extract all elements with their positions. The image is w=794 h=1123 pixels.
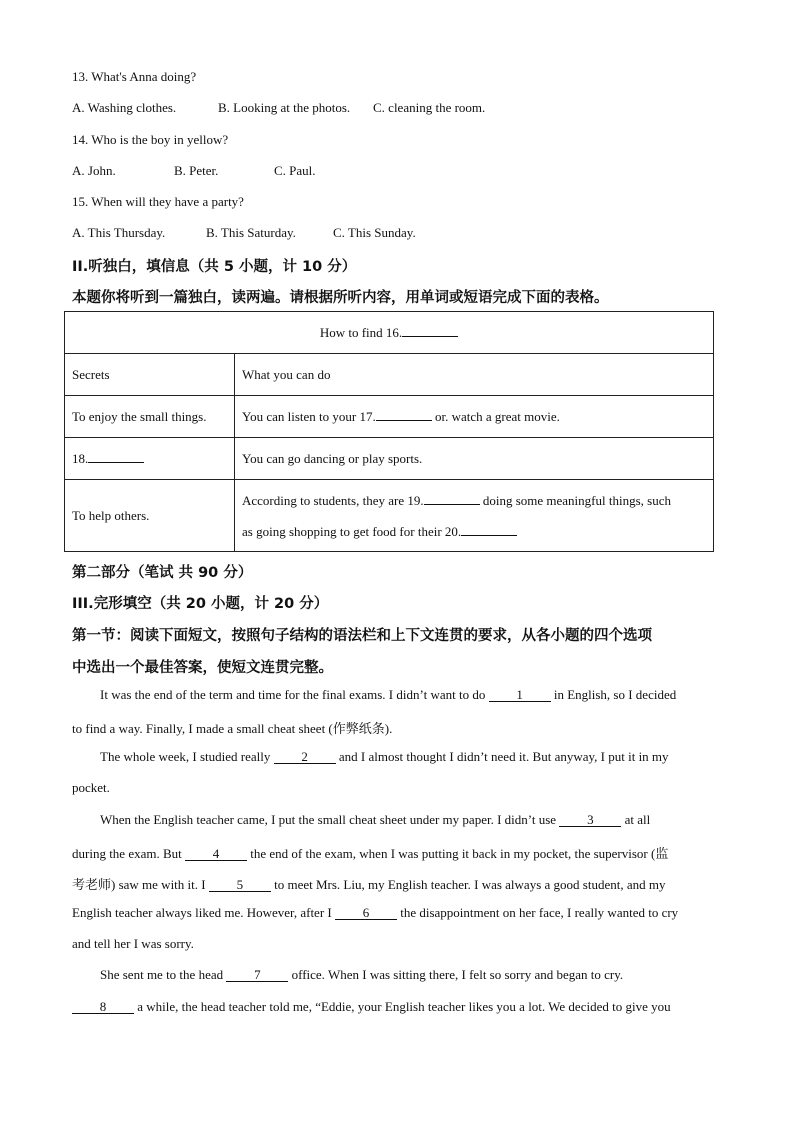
passage-line: pocket. — [72, 780, 110, 795]
blank-1: 1 — [489, 688, 551, 702]
table-row — [65, 396, 714, 438]
q13-option-b: B. Looking at the photos. — [218, 100, 351, 115]
section-3-instruction-1: 第一节：阅读下面短文，按照句子结构的语法栏和上下文连贯的要求，从各小题的四个选项 — [72, 628, 652, 644]
table-title: How to find 16. — [65, 312, 714, 354]
passage-line: 8 a while, the head teacher told me, “Eddie, your English teacher likes you a lot. We decided to give you — [72, 999, 671, 1015]
section-2-heading: II.听独白，填信息（共 5 小题，计 10 分） — [72, 259, 357, 275]
passage-line: English teacher always liked me. However, after I 6 the disappointment on her face, I really wanted to cry — [72, 905, 679, 920]
info-table — [64, 311, 714, 552]
q15-option-c: C. This Sunday. — [333, 225, 416, 240]
blank-16 — [402, 336, 458, 337]
blank-3: 3 — [559, 813, 621, 827]
section-3-instruction-2: 中选出一个最佳答案，使短文连贯完整。 — [72, 660, 333, 676]
blank-18 — [88, 462, 144, 463]
passage-line: She sent me to the head 7 office. When I was sitting there, I felt so sorry and began to cry. — [100, 967, 624, 982]
blank-6: 6 — [335, 906, 397, 920]
question-13: 13. What's Anna doing? — [72, 69, 197, 84]
question-15: 15. When will they have a party? — [72, 194, 244, 209]
passage-line: The whole week, I studied really 2 and I almost thought I didn’t need it. But anyway, I put it in my — [100, 749, 669, 764]
q13-option-a: A. Washing clothes. — [72, 100, 177, 115]
blank-19 — [424, 504, 480, 505]
blank-4: 4 — [185, 847, 247, 861]
question-14: 14. Who is the boy in yellow? — [72, 132, 229, 147]
table-header-what: What you can do — [235, 354, 714, 396]
q14-option-a: A. John. — [72, 163, 116, 178]
blank-20 — [461, 535, 517, 536]
section-3-heading: III.完形填空（共 20 小题，计 20 分） — [72, 596, 329, 612]
table-cell: To enjoy the small things. — [65, 396, 235, 438]
table-cell: According to students, they are 19. doing some meaningful things, such as going shopping to get food for their 20. — [235, 480, 714, 552]
q13-option-c: C. cleaning the room. — [373, 100, 486, 115]
q14-option-c: C. Paul. — [274, 163, 316, 178]
passage-line: to find a way. Finally, I made a small cheat sheet (作弊纸条). — [72, 721, 393, 736]
blank-17 — [376, 420, 432, 421]
table-cell: You can go dancing or play sports. — [235, 438, 714, 480]
passage-line: and tell her I was sorry. — [72, 936, 194, 951]
table-row — [65, 438, 714, 480]
q14-option-b: B. Peter. — [174, 163, 219, 178]
table-cell: To help others. — [65, 480, 235, 552]
blank-2: 2 — [274, 750, 336, 764]
table-header-secrets: Secrets — [65, 354, 235, 396]
q15-option-a: A. This Thursday. — [72, 225, 166, 240]
table-cell: 18. — [65, 438, 235, 480]
blank-7: 7 — [226, 968, 288, 982]
passage-line: during the exam. But 4 the end of the exam, when I was putting it back in my pocket, the supervisor (监 — [72, 846, 669, 861]
passage-line: When the English teacher came, I put the small cheat sheet under my paper. I didn’t use 3 at all — [100, 812, 651, 827]
passage-line: It was the end of the term and time for the final exams. I didn’t want to do 1 in English, so I decided — [100, 687, 677, 702]
blank-5: 5 — [209, 878, 271, 892]
passage-line: 考老师) saw me with it. I 5 to meet Mrs. Liu, my English teacher. I was always a good student, and my — [72, 877, 666, 892]
q15-option-b: B. This Saturday. — [206, 225, 296, 240]
section-2-instruction: 本题你将听到一篇独白，读两遍。请根据所听内容，用单词或短语完成下面的表格。 — [72, 290, 609, 306]
table-row — [65, 480, 714, 552]
part-2-heading: 第二部分（笔试 共 90 分） — [72, 565, 253, 581]
blank-8: 8 — [72, 1000, 134, 1014]
table-cell: You can listen to your 17. or. watch a great movie. — [235, 396, 714, 438]
